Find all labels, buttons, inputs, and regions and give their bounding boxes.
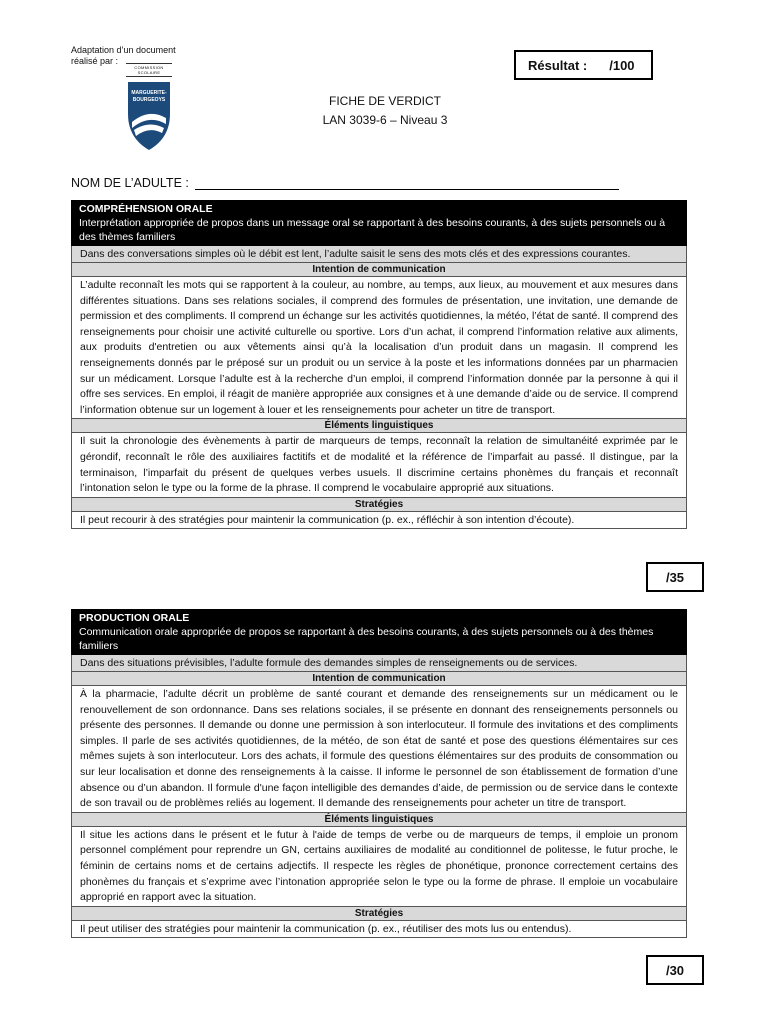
production-intention-label: Intention de communication: [71, 672, 687, 686]
production-score-box: [646, 955, 704, 985]
comprehension-title: COMPRÉHENSION ORALE: [79, 203, 213, 215]
comprehension-intention-label: Intention de communication: [71, 263, 687, 277]
result-total: /100: [609, 57, 635, 73]
comprehension-description: Interprétation appropriée de propos dans un message oral se rapportant à des besoins courants, à des sujets personnels ou à des thèmes familiers: [79, 217, 666, 243]
production-title: PRODUCTION ORALE: [79, 612, 190, 624]
document-subtitle: LAN 3039-6 – Niveau 3: [322, 113, 448, 127]
comprehension-linguistic-label: Éléments linguistiques: [71, 419, 687, 433]
comprehension-linguistic-text: Il suit la chronologie des évènements à partir de marqueurs de temps, reconnaît la relation de simultanéité exprimée par le gérondif, reconnaît le rôle des auxiliaires factitifs et de modalité et la référence de l’imparfait au passé. Il distingue, par la terminaison, l’imparfait du présent de quelques verbes usuels. Il discrimine certains phonèmes du français et reconnaît l’intonation selon le type ou la forme de la phrase. Il comprend le vocabulaire approprié aux situations.: [71, 433, 687, 497]
comprehension-strategies-label: Stratégies: [71, 498, 687, 512]
production-strategies-text: Il peut utiliser des stratégies pour maintenir la communication (p. ex., réutiliser des mots lus ou entendus).: [71, 921, 687, 939]
production-context: Dans des situations prévisibles, l’adulte formule des demandes simples de renseignements ou de services.: [71, 655, 687, 672]
school-board-logo: [126, 62, 172, 157]
logo-name-2: BOURGEOYS: [132, 97, 166, 103]
production-strategies-label: Stratégies: [71, 907, 687, 921]
production-header: [71, 609, 687, 655]
comprehension-header: [71, 200, 687, 246]
adult-name-row: [71, 176, 619, 190]
result-box: [514, 50, 653, 80]
production-intention-text: À la pharmacie, l’adulte décrit un problème de santé courant et demande des renseignements sur un médicament ou le renouvellement de son ordonnance. Dans ses relations sociales, il se présente en donnant des renseignements personnels ou présente des personnes. Il demande ou donne une permission à son interlocuteur. Il formule des invitations et des compliments simples. Il parle de ses activités quotidiennes, de la météo, de son état de santé et pose des questions élémentaires sur ces mêmes sujets à son interlocuteur. Lors des achats, il formule des questions élémentaires sur des produits de consommation ou sur leur localisation et donne des renseignements à la caisse. Il informe le personnel de son établissement de formation d’une absence ou d’un abandon. Il formule d'une façon intelligible des demandes d’aide, de permission ou de service dans le contexte de son travail ou de problèmes reliés au logement. Il demande des renseignements pour acheter un titre de transport.: [71, 686, 687, 813]
adaptation-line-1: Adaptation d’un document: [71, 45, 176, 55]
comprehension-section: [71, 200, 687, 529]
adult-name-field[interactable]: [195, 177, 619, 190]
adaptation-line-2: réalisé par :: [71, 56, 119, 66]
document-title: FICHE DE VERDICT: [328, 94, 441, 108]
production-linguistic-label: Éléments linguistiques: [71, 813, 687, 827]
adult-name-label: NOM DE L’ADULTE :: [71, 176, 189, 190]
comprehension-score: /35: [665, 569, 685, 585]
comprehension-strategies-text: Il peut recourir à des stratégies pour maintenir la communication (p. ex., réfléchir à son intention d’écoute).: [71, 512, 687, 530]
production-score: /30: [665, 962, 685, 978]
production-section: [71, 609, 687, 938]
production-linguistic-text: Il situe les actions dans le présent et le futur à l'aide de temps de verbe ou de marqueurs de temps, il emploie un pronom personnel complément pour reprendre un GN, certains auxiliaires de modalité au conditionnel de politesse, le futur proche, le féminin de certains noms et de certains adjectifs. Il respecte les règles de phonétique, prononce correctement certains des phonèmes du français et s’exprime avec l’intonation appropriée selon le type ou la forme de phrase. Il emploie un vocabulaire approprié en rapport avec la situation.: [71, 827, 687, 907]
comprehension-context: Dans des conversations simples où le débit est lent, l’adulte saisit le sens des mots clés et des expressions courantes.: [71, 246, 687, 263]
logo-name-1: MARGUERITE-: [131, 90, 167, 96]
logo-mid-text: SCOLAIRE: [137, 70, 161, 75]
logo-top-text: COMMISSION: [134, 65, 164, 70]
comprehension-score-box: [646, 562, 704, 592]
production-description: Communication orale appropriée de propos se rapportant à des besoins courants, à des sujets personnels ou à des thèmes familiers: [79, 626, 654, 652]
comprehension-intention-text: L’adulte reconnaît les mots qui se rapportent à la couleur, au nombre, au temps, aux lieux, au mouvement et aux mesures dans différentes situations. Dans ses relations sociales, il comprend des formules de présentation, une invitation, une demande de permission et des compliments. Il comprend un échange sur les activités quotidiennes, la météo, l’état de santé. Il comprend des renseignements pour choisir une activité culturelle ou sportive. Lors d’un achat, il comprend l’information relative aux aliments, aux produits d'entretien ou aux vêtements ainsi qu’à la localisation d’un produit dans un magasin. Il comprend les renseignements donnés par le préposé sur un produit ou un service à la poste et les informations données par un pharmacien sur un médicament. Lorsque l’adulte est à la recherche d’un emploi, il comprend l’information donnée par la personne à qui il offre ses services. En emploi, il réagit de manière appropriée aux consignes et à une demande d’aide ou de service. Il comprend l’information obtenue sur un logement à louer et les renseignements pour acheter un titre de transport.: [71, 277, 687, 419]
result-label: Résultat :: [528, 57, 588, 73]
